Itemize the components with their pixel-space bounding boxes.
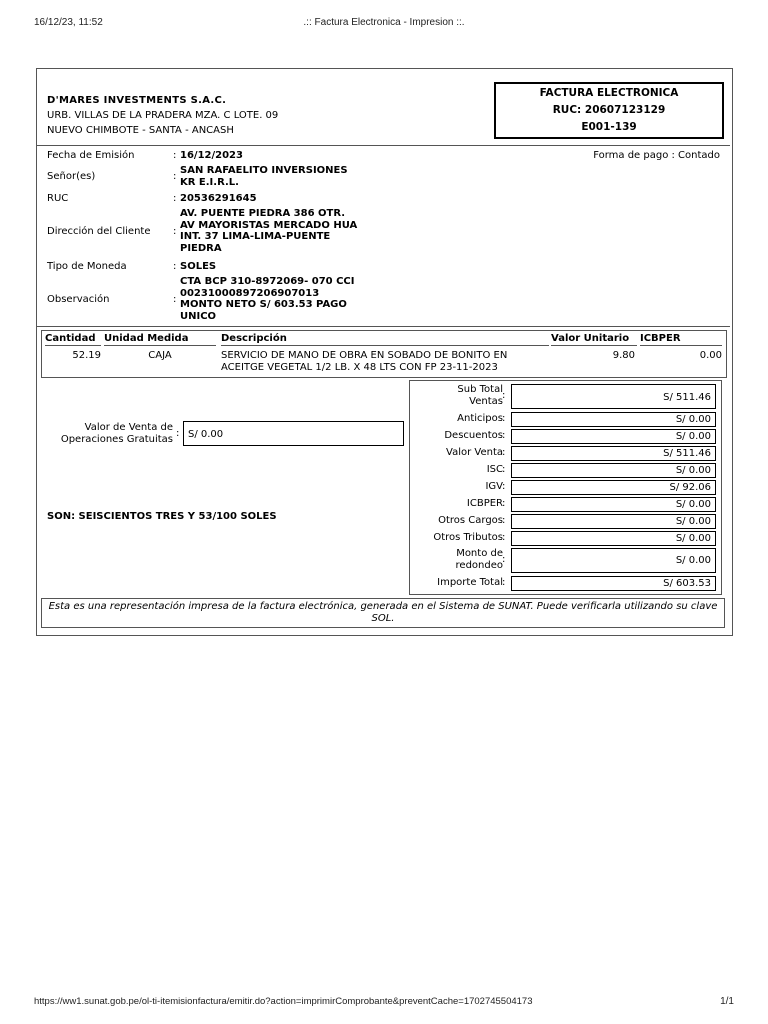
observacion-line-4: UNICO xyxy=(180,310,217,322)
observacion-line-2: 00231000897206907013 xyxy=(180,287,320,299)
issuer-address-2: NUEVO CHIMBOTE - SANTA - ANCASH xyxy=(47,125,234,136)
col-header-icbper: ICBPER xyxy=(640,333,722,346)
gratuitas-label-line-1: Valor de Venta de xyxy=(84,422,173,433)
item-cantidad: 52.19 xyxy=(72,350,101,361)
subtotal-label xyxy=(457,384,506,408)
gratuitas-value: S/ 0.00 xyxy=(183,421,404,446)
colon: : xyxy=(502,390,506,401)
moneda-label: Tipo de Moneda xyxy=(47,261,127,272)
senor-label: Señor(es) xyxy=(47,171,96,182)
colon: : xyxy=(502,464,506,475)
colon: : xyxy=(502,532,506,543)
otros-tributos-value: S/ 0.00 xyxy=(511,531,716,546)
colon: : xyxy=(173,294,177,305)
item-descripcion-line-2: ACEITGE VEGETAL 1/2 LB. X 48 LTS CON FP 23-11-2023 xyxy=(221,362,498,373)
subtotal-label-line-2: Ventas xyxy=(469,396,503,407)
importe-total-value: S/ 603.53 xyxy=(511,576,716,591)
descuentos-value: S/ 0.00 xyxy=(511,429,716,444)
colon: : xyxy=(502,515,506,526)
fecha-label: Fecha de Emisión xyxy=(47,150,135,161)
print-url: https://ww1.sunat.gob.pe/ol-ti-itemisionfactura/emitir.do?action=imprimirComprobante&preventCache=1702745504173 xyxy=(34,996,533,1007)
col-header-descripcion: Descripción xyxy=(221,333,549,346)
colon: : xyxy=(502,430,506,441)
colon: : xyxy=(173,150,177,161)
print-title: .:: Factura Electronica - Impresion ::. xyxy=(303,17,465,28)
amount-in-words: SON: SEISCIENTOS TRES Y 53/100 SOLES xyxy=(47,511,277,522)
item-descripcion xyxy=(221,350,551,374)
invoice-ruc: RUC: 20607123129 xyxy=(552,104,666,116)
direccion-value xyxy=(180,208,357,254)
col-header-unidad: Unidad Medida xyxy=(104,333,216,346)
importe-total-label: Importe Total xyxy=(437,577,503,588)
anticipos-label: Anticipos xyxy=(457,413,503,424)
observacion-label: Observación xyxy=(47,294,110,305)
subtotal-label-line-1: Sub Total xyxy=(457,384,503,395)
items-table xyxy=(41,330,727,378)
invoice-id-box xyxy=(494,82,724,139)
isc-value: S/ 0.00 xyxy=(511,463,716,478)
observacion-line-3: MONTO NETO S/ 603.53 PAGO xyxy=(180,299,347,310)
direccion-line-3: INT. 37 LIMA-LIMA-PUENTE xyxy=(180,231,331,242)
colon: : xyxy=(502,554,506,565)
item-icbper: 0.00 xyxy=(699,350,722,361)
sunat-note: Esta es una representación impresa de la factura electrónica, generada en el Sistema de SUNAT. Puede verificarla utilizando su clave SOL. xyxy=(41,598,725,628)
descuentos-label: Descuentos xyxy=(444,430,503,441)
colon: : xyxy=(502,577,506,588)
gratuitas-label xyxy=(41,422,173,446)
igv-label: IGV xyxy=(485,481,503,492)
icbper-label: ICBPER xyxy=(466,498,503,509)
colon: : xyxy=(176,428,180,439)
direccion-line-4: PIEDRA xyxy=(180,242,222,254)
subtotal-value: S/ 511.46 xyxy=(511,384,716,409)
otros-tributos-label: Otros Tributos xyxy=(433,532,503,543)
colon: : xyxy=(173,171,177,182)
colon: : xyxy=(502,481,506,492)
item-valor-unitario: 9.80 xyxy=(612,350,635,361)
igv-value: S/ 92.06 xyxy=(511,480,716,495)
issuer-address-1: URB. VILLAS DE LA PRADERA MZA. C LOTE. 09 xyxy=(47,110,279,121)
otros-cargos-value: S/ 0.00 xyxy=(511,514,716,529)
senor-value xyxy=(180,165,348,188)
colon: : xyxy=(502,447,506,458)
direccion-line-1: AV. PUENTE PIEDRA 386 OTR. xyxy=(180,208,346,219)
direccion-line-2: AV MAYORISTAS MERCADO HUA xyxy=(180,219,358,231)
ruc-value: 20536291645 xyxy=(180,193,257,204)
anticipos-value: S/ 0.00 xyxy=(511,412,716,427)
colon: : xyxy=(502,413,506,424)
senor-line-2: KR E.I.R.L. xyxy=(180,176,239,188)
redondeo-value: S/ 0.00 xyxy=(511,548,716,573)
senor-line-1: SAN RAFAELITO INVERSIONES xyxy=(180,165,348,176)
observacion-value xyxy=(180,276,355,322)
issuer-name: D'MARES INVESTMENTS S.A.C. xyxy=(47,95,227,106)
valor-venta-label: Valor Venta xyxy=(446,447,503,458)
col-header-cantidad: Cantidad xyxy=(45,333,101,346)
ruc-label: RUC xyxy=(47,193,69,204)
totals-panel xyxy=(409,380,722,595)
divider xyxy=(37,145,730,146)
colon: : xyxy=(173,261,177,272)
print-page: 1/1 xyxy=(720,996,734,1007)
redondeo-label xyxy=(455,548,506,572)
valor-venta-value: S/ 511.46 xyxy=(511,446,716,461)
observacion-line-1: CTA BCP 310-8972069- 070 CCI xyxy=(180,276,355,287)
colon: : xyxy=(173,226,177,237)
isc-label: ISC xyxy=(486,464,503,475)
fecha-value: 16/12/2023 xyxy=(180,150,243,161)
direccion-label: Dirección del Cliente xyxy=(47,226,151,237)
redondeo-label-line-2: redondeo xyxy=(455,560,503,571)
item-unidad: CAJA xyxy=(148,350,172,361)
otros-cargos-label: Otros Cargos xyxy=(438,515,503,526)
invoice-type: FACTURA ELECTRONICA xyxy=(539,87,679,99)
forma-pago: Forma de pago : Contado xyxy=(593,150,720,161)
item-descripcion-line-1: SERVICIO DE MANO DE OBRA EN SOBADO DE BONITO EN xyxy=(221,350,508,361)
redondeo-label-line-1: Monto de xyxy=(456,548,503,559)
divider xyxy=(37,326,730,327)
colon: : xyxy=(173,193,177,204)
icbper-value: S/ 0.00 xyxy=(511,497,716,512)
col-header-valor-unitario: Valor Unitario xyxy=(551,333,637,346)
invoice-number: E001-139 xyxy=(581,121,637,133)
moneda-value: SOLES xyxy=(180,261,217,272)
colon: : xyxy=(502,498,506,509)
print-datetime: 16/12/23, 11:52 xyxy=(34,17,103,28)
gratuitas-label-line-2: Operaciones Gratuitas xyxy=(60,434,173,445)
issuer-block xyxy=(47,94,278,138)
